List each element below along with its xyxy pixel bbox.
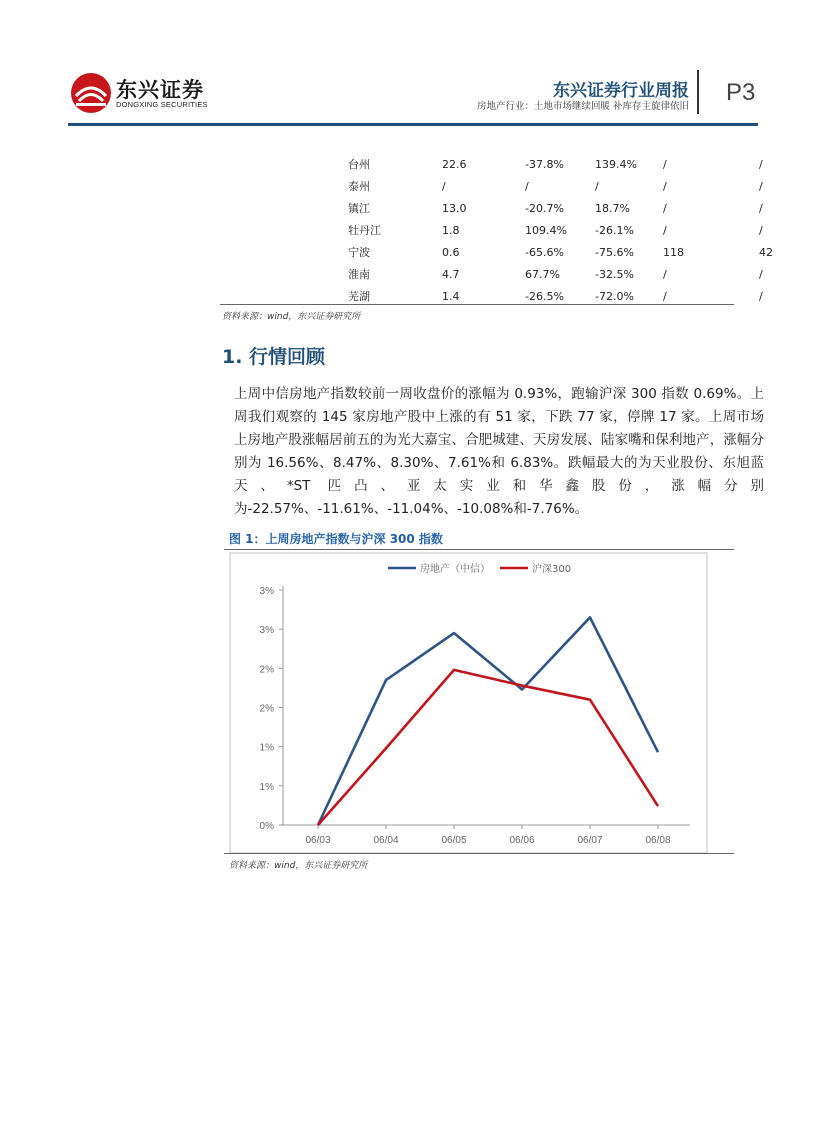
table-cell: / xyxy=(525,179,529,193)
table-cell: / xyxy=(663,289,667,303)
table-cell: 台州 xyxy=(348,158,370,171)
table-cell: 淮南 xyxy=(348,268,370,281)
table-cell: 宁波 xyxy=(348,246,370,259)
table-cell: / xyxy=(759,267,763,281)
table-cell: 0.6 xyxy=(442,245,460,259)
y-tick-label: 1% xyxy=(259,742,274,754)
section-heading: 1. 行情回顾 xyxy=(222,346,326,368)
table-cell: 1.4 xyxy=(442,289,460,303)
legend-label-0: 房地产（中信） xyxy=(420,564,490,575)
table-cell: 118 xyxy=(663,245,684,259)
table-cell: / xyxy=(759,223,763,237)
table-cell: -65.6% xyxy=(525,245,564,259)
company-name-en: DONGXING SECURITIES xyxy=(116,100,208,109)
table-cell: / xyxy=(759,157,763,171)
y-tick-label: 2% xyxy=(259,664,274,676)
table-cell: 42 xyxy=(759,245,773,259)
x-tick-label: 06/06 xyxy=(509,835,535,846)
x-tick-label: 06/04 xyxy=(373,835,399,846)
x-tick-label: 06/05 xyxy=(441,835,467,846)
table-cell: 泰州 xyxy=(348,180,370,193)
y-tick-label: 0% xyxy=(259,821,274,832)
series-line-0 xyxy=(318,617,658,825)
table-cell: / xyxy=(663,201,667,215)
table-cell: / xyxy=(442,179,446,193)
y-tick-label: 3% xyxy=(259,586,274,597)
table-cell: 18.7% xyxy=(595,201,630,215)
table-cell: 牡丹江 xyxy=(348,224,381,237)
table-cell: 13.0 xyxy=(442,201,467,215)
series-line-1 xyxy=(318,670,658,825)
y-tick-label: 3% xyxy=(259,625,274,637)
chart-frame xyxy=(230,553,707,853)
y-tick-label: 1% xyxy=(259,781,274,793)
table-cell: / xyxy=(663,179,667,193)
table-cell: 1.8 xyxy=(442,223,460,237)
x-tick-label: 06/08 xyxy=(645,835,671,846)
table-cell: / xyxy=(759,179,763,193)
table-cell: 芜湖 xyxy=(348,290,370,303)
table-cell: 67.7% xyxy=(525,267,560,281)
table-source: 资料来源：wind，东兴证券研究所 xyxy=(222,312,361,322)
x-tick-label: 06/03 xyxy=(305,835,331,846)
table-cell: 109.4% xyxy=(525,223,567,237)
y-tick-label: 2% xyxy=(259,703,274,715)
table-cell: / xyxy=(759,201,763,215)
company-name: 东兴证券 xyxy=(116,78,204,102)
table-cell: -32.5% xyxy=(595,267,634,281)
table-cell: / xyxy=(759,289,763,303)
table-cell: 22.6 xyxy=(442,157,467,171)
market-review-paragraph: 上周中信房地产指数较前一周收盘价的涨幅为 0.93%，跑输沪深 300 指数 0.69%。上周我们观察的 145 家房地产股中上涨的有 51 家，下跌 77 家，停牌 17 家。上周市场上房地产股涨幅居前五的为光大嘉宝、合肥城建、天房发展、陆家嘴和保利地产，涨幅分别为 16.56%、8.47%、8.30%、7.61%和 6.83%。跌幅最大的为天业股份、东旭蓝天、*ST 匹凸、亚太实业和华鑫股份，涨幅分别为-22.57%、-11.61%、-11.04%、-10.08%和-7.76%。 xyxy=(234,386,764,517)
table-cell: 139.4% xyxy=(595,157,637,171)
x-tick-label: 06/07 xyxy=(577,835,603,846)
legend-label-1: 沪深300 xyxy=(532,564,572,575)
table-cell: / xyxy=(663,267,667,281)
table-cell: -72.0% xyxy=(595,289,634,303)
table-cell: -26.1% xyxy=(595,223,634,237)
report-subtitle: 房地产行业：土地市场继续回暖 补库存主旋律依旧 xyxy=(476,101,689,112)
table-cell: / xyxy=(663,223,667,237)
table-cell: -26.5% xyxy=(525,289,564,303)
figure-bottom-rule xyxy=(224,853,734,854)
table-cell: / xyxy=(595,179,599,193)
figure-source: 资料来源：wind，东兴证券研究所 xyxy=(229,861,368,871)
table-cell: -20.7% xyxy=(525,201,564,215)
report-title: 东兴证券行业周报 xyxy=(553,81,689,101)
figure-caption: 图 1：上周房地产指数与沪深 300 指数 xyxy=(229,532,443,546)
table-cell: 镇江 xyxy=(348,202,370,215)
page-number: P3 xyxy=(726,79,756,106)
table-cell: -37.8% xyxy=(525,157,564,171)
table-cell: -75.6% xyxy=(595,245,634,259)
table-cell: / xyxy=(663,157,667,171)
table-cell: 4.7 xyxy=(442,267,460,281)
